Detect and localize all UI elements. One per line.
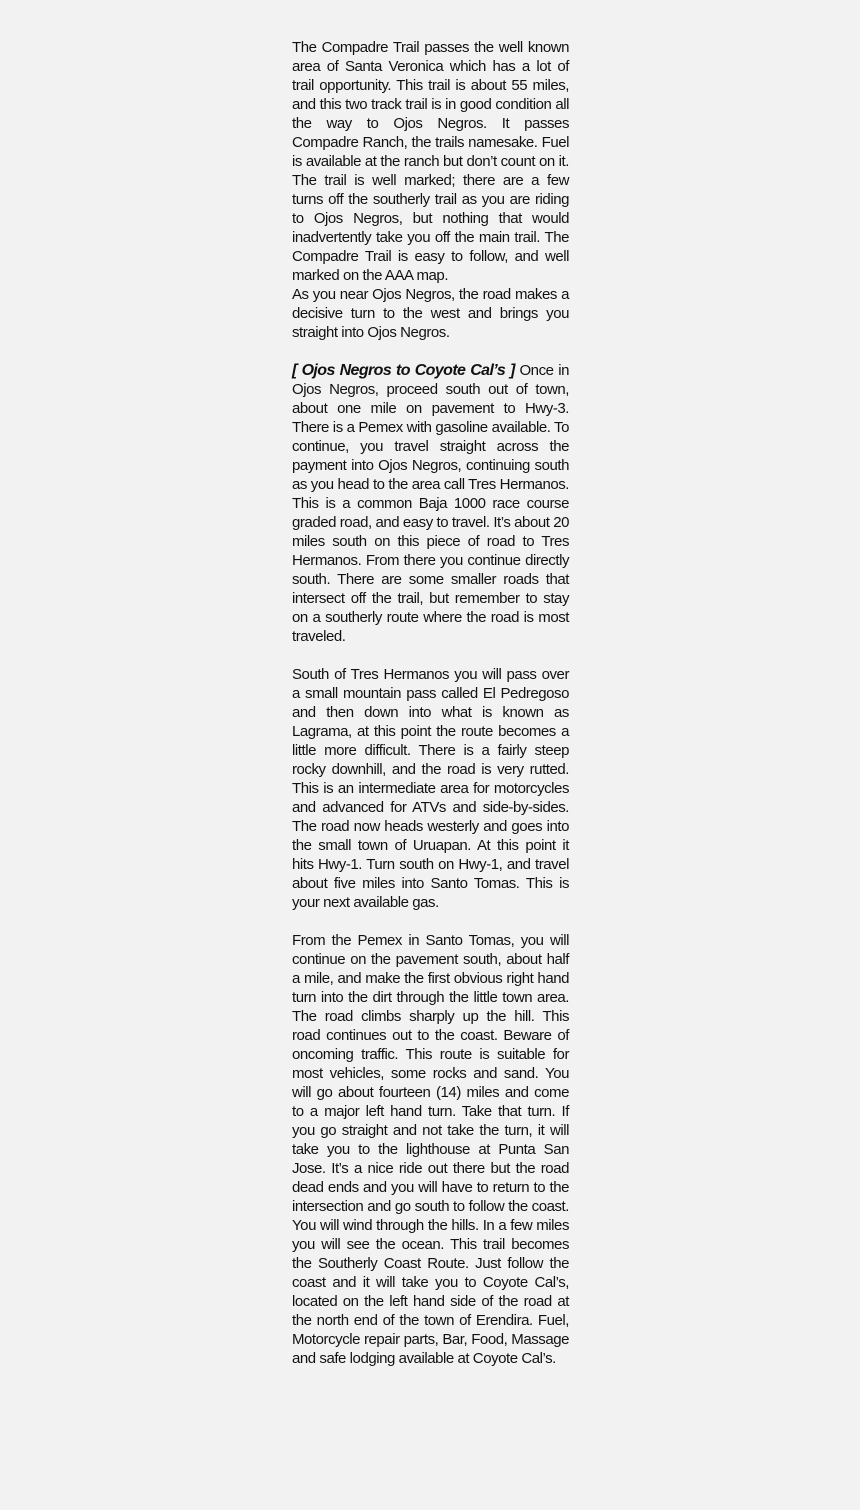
article-body: [292, 38, 569, 1368]
section-heading: [ Ojos Negros to Coyote Cal’s ]: [292, 362, 515, 379]
section-text: Once in Ojos Negros, proceed south out of town, about one mile on pavement to Hwy-3. There is a Pemex with gasoline available. To continue, you travel straight across the payment into Ojos Negros, continuing south as you head to the area call Tres Hermanos. This is a common Baja 1000 race course graded road, and easy to travel. It’s about 20 miles south on this piece of road to Tres Hermanos. From there you continue directly south. There are some smaller roads that intersect off the trail, but remember to stay on a southerly route where the road is most traveled.: [292, 362, 570, 645]
paragraph-near-ojos-negros: As you near Ojos Negros, the road makes a decisive turn to the west and brings you straight into Ojos Negros.: [292, 286, 569, 341]
paragraph-ojos-negros-to-coyote-cals: [292, 361, 569, 646]
paragraph-santo-tomas: From the Pemex in Santo Tomas, you will continue on the pavement south, about half a mile, and make the first obvious right hand turn into the dirt through the little town area. The road climbs sharply up the hill. This road continues out to the coast. Beware of oncoming traffic. This route is suitable for most vehicles, some rocks and sand. You will go about fourteen (14) miles and come to a major left hand turn. Take that turn. If you go straight and not take the turn, it will take you to the lighthouse at Punta San Jose. It’s a nice ride out there but the road dead ends and you will have to return to the intersection and go south to follow the coast. You will wind through the hills. In a few miles you will see the ocean. This trail becomes the Southerly Coast Route. Just follow the coast and it will take you to Coyote Cal’s, located on the left hand side of the road at the north end of the town of Erendira. Fuel, Motorcycle repair parts, Bar, Food, Massage and safe lodging available at Coyote Cal’s.: [292, 932, 569, 1367]
paragraph-compadre-trail: The Compadre Trail passes the well known area of Santa Veronica which has a lot of trail opportunity. This trail is about 55 miles, and this two track trail is in good condition all the way to Ojos Negros. It passes Compadre Ranch, the trails namesake. Fuel is available at the ranch but don’t count on it. The trail is well marked; there are a few turns off the southerly trail as you are riding to Ojos Negros, but nothing that would inadvertently take you off the main trail. The Compadre Trail is easy to follow, and well marked on the AAA map.: [292, 39, 569, 284]
paragraph-tres-hermanos: South of Tres Hermanos you will pass over a small mountain pass called El Pedregoso and then down into what is known as Lagrama, at this point the route becomes a little more difficult. There is a fairly steep rocky downhill, and the road is very rutted. This is an intermediate area for motorcycles and advanced for ATVs and side-by-sides. The road now heads westerly and goes into the small town of Uruapan. At this point it hits Hwy-1. Turn south on Hwy-1, and travel about five miles into Santo Tomas. This is your next available gas.: [292, 666, 569, 911]
